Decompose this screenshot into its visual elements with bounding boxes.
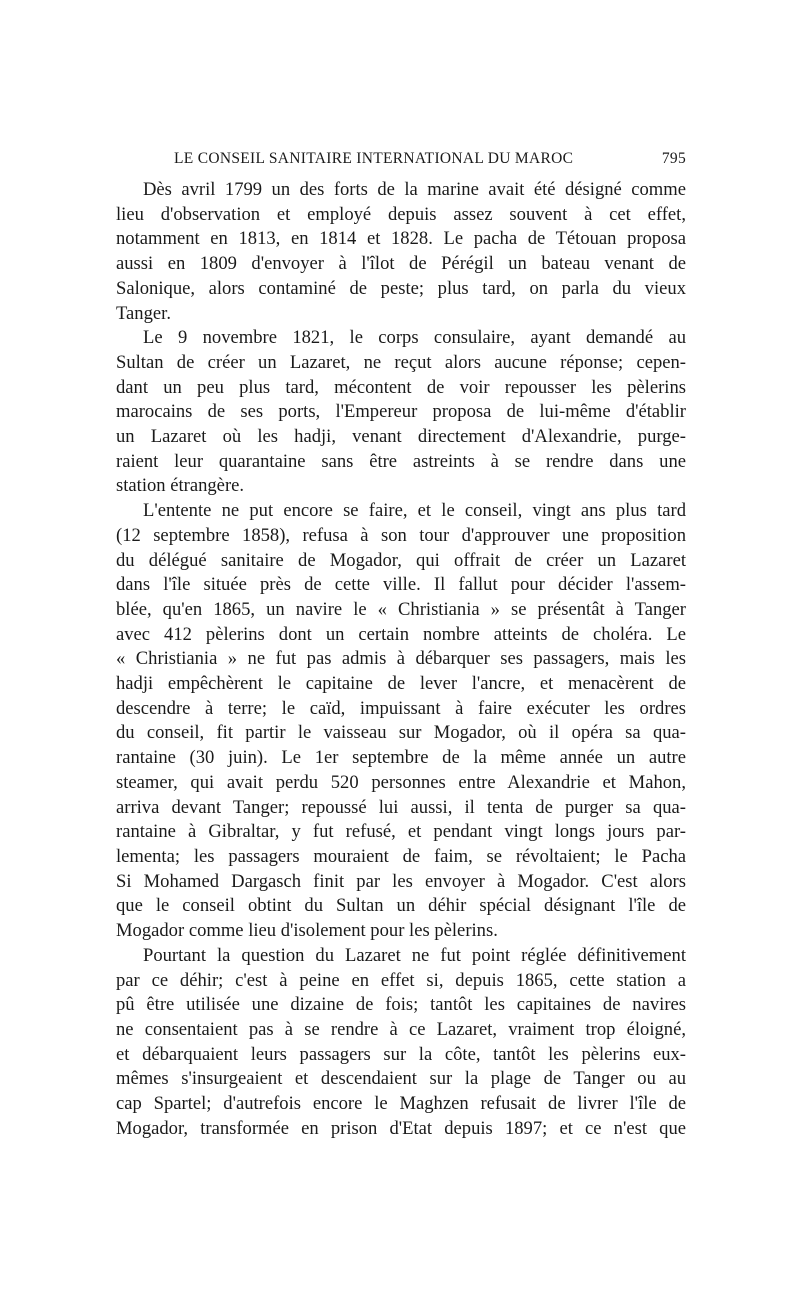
- text-line: rantaine à Gibraltar, y fut refusé, et pendant vingt longs jours par-: [116, 821, 686, 843]
- text-line: Salonique, alors contaminé de peste; plus tard, on parla du vieux: [116, 277, 686, 299]
- text-line: Le 9 novembre 1821, le corps consulaire, ayant demandé au: [143, 327, 686, 349]
- text-line: (12 septembre 1858), refusa à son tour d'approuver une proposition: [116, 524, 686, 546]
- paragraph: [116, 326, 686, 499]
- text-line: dans l'île située près de cette ville. Il fallut pour décider l'assem-: [116, 574, 686, 596]
- text-line: par ce déhir; c'est à peine en effet si, depuis 1865, cette station a: [116, 969, 686, 991]
- text-line: cap Spartel; d'autrefois encore le Maghzen refusait de livrer l'île de: [116, 1093, 686, 1115]
- running-title: LE CONSEIL SANITAIRE INTERNATIONAL DU MAROC: [174, 150, 574, 167]
- text-line: Dès avril 1799 un des forts de la marine avait été désigné comme: [143, 179, 686, 200]
- text-line: L'entente ne put encore se faire, et le conseil, vingt ans plus tard: [143, 500, 686, 522]
- text-line: rantaine (30 juin). Le 1er septembre de la même année un autre: [116, 747, 686, 769]
- text-line: Sultan de créer un Lazaret, ne reçut alors aucune réponse; cepen-: [116, 351, 686, 373]
- text-line: « Christiania » ne fut pas admis à débarquer ses passagers, mais les: [116, 648, 686, 670]
- text-line: blée, qu'en 1865, un navire le « Christiania » se présentât à Tanger: [116, 598, 686, 620]
- text-line: du délégué sanitaire de Mogador, qui offrait de créer un Lazaret: [116, 549, 686, 571]
- text-line: un Lazaret où les hadji, venant directement d'Alexandrie, purge-: [116, 426, 686, 448]
- text-line: lieu d'observation et employé depuis assez souvent à cet effet,: [116, 203, 686, 225]
- paragraph: [116, 499, 686, 944]
- text-line: et débarquaient leurs passagers sur la côte, tantôt les pèlerins eux-: [116, 1043, 686, 1065]
- text-line: notamment en 1813, en 1814 et 1828. Le pacha de Tétouan proposa: [116, 228, 686, 250]
- text-line: steamer, qui avait perdu 520 personnes entre Alexandrie et Mahon,: [116, 771, 686, 793]
- book-page: [116, 150, 686, 1141]
- text-line: Tanger.: [116, 302, 171, 324]
- text-line: ne consentaient pas à se rendre à ce Lazaret, vraiment trop éloigné,: [116, 1018, 686, 1040]
- paragraph: [116, 178, 686, 326]
- text-line: du conseil, fit partir le vaisseau sur Mogador, où il opéra sa qua-: [116, 722, 686, 744]
- text-line: que le conseil obtint du Sultan un déhir spécial désignant l'île de: [116, 895, 686, 917]
- text-line: marocains de ses ports, l'Empereur proposa de lui-même d'établir: [116, 401, 686, 423]
- text-line: Si Mohamed Dargasch finit par les envoyer à Mogador. C'est alors: [116, 870, 686, 892]
- page-number: 795: [661, 150, 686, 167]
- text-line: Pourtant la question du Lazaret ne fut point réglée définitivement: [143, 944, 686, 966]
- text-line: avec 412 pèlerins dont un certain nombre atteints de choléra. Le: [116, 623, 686, 645]
- text-line: lementa; les passagers mouraient de faim, se révoltaient; le Pacha: [116, 845, 686, 867]
- text-line: Mogador, transformée en prison d'Etat depuis 1897; et ce n'est que: [116, 1117, 686, 1139]
- text-line: aussi en 1809 d'envoyer à l'îlot de Pérégil un bateau venant de: [116, 253, 686, 275]
- text-line: arriva devant Tanger; repoussé lui aussi, il tenta de purger sa qua-: [116, 796, 686, 818]
- text-line: pû être utilisée une dizaine de fois; tantôt les capitaines de navires: [116, 994, 686, 1016]
- text-line: mêmes s'insurgeaient et descendaient sur la plage de Tanger ou au: [116, 1068, 686, 1090]
- paragraph: [116, 944, 686, 1142]
- text-line: dant un peu plus tard, mécontent de voir repousser les pèlerins: [116, 376, 686, 398]
- text-line: Mogador comme lieu d'isolement pour les pèlerins.: [116, 920, 498, 942]
- text-line: station étrangère.: [116, 475, 245, 497]
- running-header: [116, 150, 686, 178]
- body-text: [116, 178, 686, 1141]
- text-line: hadji empêchèrent le capitaine de lever l'ancre, et menacèrent de: [116, 673, 686, 695]
- text-line: descendre à terre; le caïd, impuissant à faire exécuter les ordres: [116, 697, 686, 719]
- text-line: raient leur quarantaine sans être astreints à se rendre dans une: [116, 450, 686, 472]
